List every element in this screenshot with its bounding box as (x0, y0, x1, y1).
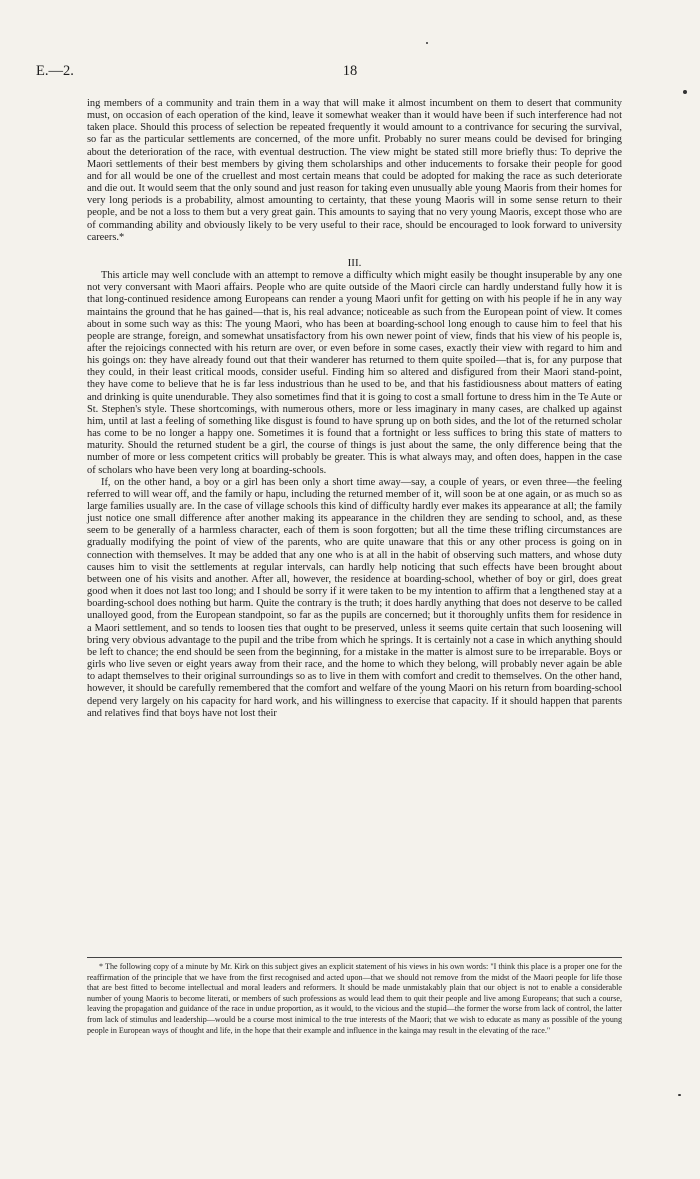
footnote-text: * The following copy of a minute by Mr. Kirk on this subject gives an explicit statement of his views in his own words: "I think this place is a proper one for the reaffirmation of the principle that we have from the first recognised and acted upon—that we should not remove from the midst of the Maori people for life those that are best fitted to become intellectual and moral leaders and reformers. It should be made unmistakably plain that our object is not to enable a considerable number of young Maoris to become literati, or members of such professions as would lead them to quit their people and live among Europeans; that such a course, leaving the propagation and guidance of the race in undue proportion, as it would, to the vicious and the stupid—the former the worse from lack of control, the latter from lack of stimulus and leadership—would be a course most inimical to the true interests of the Maori; that we wish to educate as many as possible of the young people in European ways of thought and life, in the hope that their example and influence in the kainga may result in the elevating of the race." (87, 962, 622, 1035)
page-number: 18 (342, 63, 358, 79)
article-body (87, 98, 622, 720)
scan-speck (678, 1094, 681, 1096)
page-header (36, 63, 664, 83)
scan-speck (426, 42, 428, 44)
section-heading: III. (347, 256, 362, 269)
paragraph-2: This article may well conclude with an attempt to remove a difficulty which might easily be thought insuperable by any one not very conversant with Maori affairs. People who are quite outside of the Maori circle can hardly understand fully how it is that long-continued residence among Europeans can render a young Maori unfit for getting on with his people if he in any way maintains the ground that he has gained—that is, his real advance; noticeable as such from the European point of view. It comes about in some such way as this: The young Maori, who has been at boarding-school long enough to cause him to feel that his people are strange, foreign, and somewhat unsatisfactory from his own newer point of view, finds that his view of his people is, after the rejoicings connected with his return are over, or even before in some cases, exactly their view with regard to him and his goings on: they have already found out that their wanderer has returned to them quite spoiled—that is, for any purpose that they could, in their least critical moods, consider useful. Finding him so altered and disfigured from their Maori stand-point, they have come to believe that he is far less industrious than he used to be, and that his fastidiousness about matters of eating and drinking is quite unendurable. They also sometimes find that it is going to cost a small fortune to dress him in the Te Aute or St. Stephen's style. These shortcomings, with numerous others, more or less imaginary in many cases, are chalked up against him, until at last a feeling of something like disgust is found to have sprung up on both sides, and the lot of the returned scholar has come to be no longer a happy one. Sometimes it is found that a fortnight or less suffices to bring this state of matters to maturity. Should the returned student be a girl, the course of things is just about the same, the only difference being that the number of more or less competent critics will probably be greater. This is what always may, and often does, happen in the case of scholars who have been very long at boarding-schools. (87, 270, 622, 476)
footnote (87, 962, 622, 1036)
paragraph-1: ing members of a community and train them in a way that will make it almost incumbent on them to desert that community must, on occasion of each operation of the kind, leave it somewhat weaker than it would have been if such interference had not taken place. Should this process of selection be repeated frequently it would amount to a contrivance for securing the survival, so far as the particular settlements are concerned, of the more unfit. Probably no surer means could be devised for bringing about the deterioration of the race, with eventual destruction. The view might be stated still more briefly thus: To deprive the Maori settlements of their best members by giving them scholarships and other inducements to forsake their people for good and for all would be one of the cruellest and most certain means that could be adopted for making the race as such deteriorate and die out. It would seem that the only sound and just reason for taking even unusually able young Maoris from their homes for very long periods is a probability, almost amounting to certainty, that these young Maoris will in some sense return to their people, and be not a loss to them but a very great gain. This amounts to saying that no very young Maoris, except those who are of commanding ability and obviously likely to be very useful to their race, should be encouraged to look forward to university careers.* (87, 98, 623, 243)
report-code: E.—2. (36, 63, 74, 79)
paragraph-3: If, on the other hand, a boy or a girl has been only a short time away—say, a couple of years, or even three—the feeling referred to will wear off, and the family or hapu, including the returned member of it, will soon be at one again, or as much so as large families usually are. In the case of village schools this kind of difficulty hardly ever makes its appearance at all; the family just notice one small difference after another making its appearance in the children they are sending to school, and, as these seem to be generally of a harmless character, each of them is soon forgotten; but all the time these trifling circumstances are gradually modifying the point of view of the parents, who are quite unaware that this or any other process is going on in connection with themselves. It may be added that any one who is at all in the habit of observing such matters, and whose duty causes him to visit the settlements at regular intervals, can hardly help noticing that such effects have been brought about between one of his visits and another. After all, however, the residence at boarding-school, whether of boy or girl, does great good when it does not last too long; and I should be sorry if it were taken to be my intention to affirm that a lengthened stay at a boarding-school does nothing but harm. Quite the contrary is the truth; it does hardly anything that does not deserve to be called unalloyed good, from the European standpoint, so far as the pupils are concerned; but it thoroughly unfits them for residence in a Maori settlement, and so tends to loosen ties that ought to be preserved, unless it seems quite certain that such loosening will bring very obvious advantage to the pupil and the tribe from which he springs. It is certainly not a case in which anything should be left to chance; the end should be seen from the beginning, for a mistake in the matter is almost sure to be irreparable. Boys or girls who live seven or eight years away from their race, and the home to which they belong, will probably never again be able to adapt themselves to their original surroundings so as to live in them with comfort and credit to themselves. On the other hand, however, it should be carefully remembered that the comfort and welfare of the young Maori on his return from boarding-school depend very largely on his capacity for hard work, and his willingness to exercise that capacity. If it should happen that parents and relatives find that boys have not lost their (87, 476, 622, 719)
footnote-divider (87, 957, 622, 958)
scan-speck (683, 90, 687, 94)
